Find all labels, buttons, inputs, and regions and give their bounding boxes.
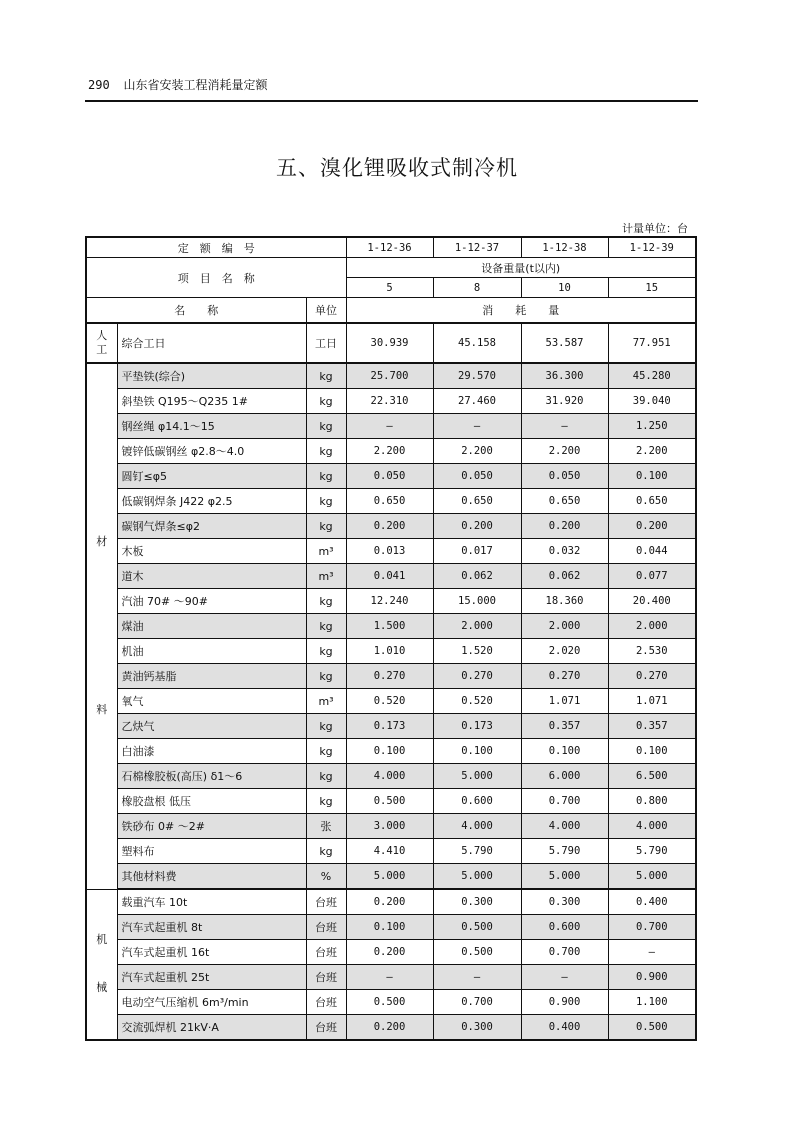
table-row xyxy=(86,864,696,890)
resource-name: 圆钉≤φ5 xyxy=(117,464,306,489)
consumption-value: 0.270 xyxy=(608,664,696,689)
consumption-value: 4.000 xyxy=(521,814,608,839)
section-title: 五、溴化锂吸收式制冷机 xyxy=(276,156,518,180)
resource-unit: kg xyxy=(306,363,346,389)
table-row xyxy=(86,639,696,664)
consumption-value: 0.041 xyxy=(346,564,433,589)
consumption-value: 2.000 xyxy=(433,614,521,639)
consumption-value: 36.300 xyxy=(521,363,608,389)
resource-unit: 台班 xyxy=(306,915,346,940)
consumption-value: 0.270 xyxy=(521,664,608,689)
param-cell: 5 xyxy=(346,278,433,298)
consumption-value: 1.250 xyxy=(608,414,696,439)
table-row xyxy=(86,664,696,689)
consumption-value: 2.000 xyxy=(608,614,696,639)
resource-unit: kg xyxy=(306,389,346,414)
consumption-value: 0.600 xyxy=(433,789,521,814)
consumption-value: 2.200 xyxy=(608,439,696,464)
consumption-value: 0.300 xyxy=(433,889,521,915)
consumption-value: 0.500 xyxy=(346,990,433,1015)
table-row xyxy=(86,363,696,389)
table-row xyxy=(86,614,696,639)
consumption-value: 2.530 xyxy=(608,639,696,664)
resource-unit: 张 xyxy=(306,814,346,839)
consumption-value: 0.650 xyxy=(433,489,521,514)
consumption-value: 0.200 xyxy=(433,514,521,539)
consumption-value: 1.071 xyxy=(521,689,608,714)
resource-name: 石棉橡胶板(高压) δ1～6 xyxy=(117,764,306,789)
resource-unit: kg xyxy=(306,589,346,614)
consumption-value: 0.600 xyxy=(521,915,608,940)
consumption-value: 0.044 xyxy=(608,539,696,564)
consumption-value: 0.062 xyxy=(433,564,521,589)
consumption-value: 0.050 xyxy=(433,464,521,489)
consumption-value: 31.920 xyxy=(521,389,608,414)
consumption-value: 0.700 xyxy=(521,940,608,965)
group-label: 机 械 xyxy=(86,889,117,1040)
consumption-value: 0.700 xyxy=(433,990,521,1015)
consumption-value: 0.650 xyxy=(346,489,433,514)
quota-table xyxy=(85,236,697,1041)
resource-unit: kg xyxy=(306,414,346,439)
consumption-value: 3.000 xyxy=(346,814,433,839)
consumption-value: 2.200 xyxy=(346,439,433,464)
resource-name: 电动空气压缩机 6m³/min xyxy=(117,990,306,1015)
consumption-value: 0.017 xyxy=(433,539,521,564)
param-cell: 10 xyxy=(521,278,608,298)
consumption-value: 0.200 xyxy=(608,514,696,539)
consumption-value: 5.000 xyxy=(433,764,521,789)
table-row xyxy=(86,439,696,464)
consumption-value: 0.900 xyxy=(521,990,608,1015)
table-row xyxy=(86,564,696,589)
consumption-value: 5.000 xyxy=(608,864,696,890)
consumption-value: 39.040 xyxy=(608,389,696,414)
consumption-value: 0.357 xyxy=(521,714,608,739)
resource-name: 镀锌低碳钢丝 φ2.8～4.0 xyxy=(117,439,306,464)
consumption-value: 0.200 xyxy=(346,889,433,915)
resource-name: 道木 xyxy=(117,564,306,589)
consumption-value: — xyxy=(346,414,433,439)
consumption-value: 0.050 xyxy=(521,464,608,489)
consumption-value: 0.650 xyxy=(521,489,608,514)
consumption-value: 18.360 xyxy=(521,589,608,614)
consumption-value: 0.100 xyxy=(346,739,433,764)
name-column-header: 名 称 xyxy=(86,298,306,324)
consumption-value: 0.270 xyxy=(346,664,433,689)
consumption-value: 0.077 xyxy=(608,564,696,589)
consumption-value: 22.310 xyxy=(346,389,433,414)
consumption-value: 5.000 xyxy=(433,864,521,890)
consumption-value: 0.173 xyxy=(346,714,433,739)
resource-unit: 台班 xyxy=(306,1015,346,1041)
code-cell: 1-12-38 xyxy=(521,237,608,258)
consumption-value: 1.100 xyxy=(608,990,696,1015)
consumption-value: 0.100 xyxy=(608,464,696,489)
header-rule xyxy=(85,100,698,102)
consumption-value: 4.000 xyxy=(608,814,696,839)
resource-unit: kg xyxy=(306,614,346,639)
group-label: 材 料 xyxy=(86,363,117,889)
consumption-value: — xyxy=(433,965,521,990)
consumption-value: — xyxy=(521,965,608,990)
resource-unit: 台班 xyxy=(306,889,346,915)
consumption-value: 5.790 xyxy=(608,839,696,864)
resource-unit: 台班 xyxy=(306,965,346,990)
table-row xyxy=(86,489,696,514)
consumption-value: 2.200 xyxy=(521,439,608,464)
table-row xyxy=(86,764,696,789)
resource-unit: kg xyxy=(306,489,346,514)
resource-unit: m³ xyxy=(306,539,346,564)
consumption-value: 0.100 xyxy=(608,739,696,764)
resource-name: 氧气 xyxy=(117,689,306,714)
consumption-value: 5.000 xyxy=(521,864,608,890)
consumption-value: 0.700 xyxy=(521,789,608,814)
consumption-value: — xyxy=(521,414,608,439)
table-row xyxy=(86,915,696,940)
consumption-value: 15.000 xyxy=(433,589,521,614)
consumption-value: 20.400 xyxy=(608,589,696,614)
resource-unit: kg xyxy=(306,789,346,814)
consumption-value: 0.100 xyxy=(433,739,521,764)
code-cell: 1-12-36 xyxy=(346,237,433,258)
consumption-value: 0.100 xyxy=(521,739,608,764)
resource-unit: m³ xyxy=(306,564,346,589)
consumption-value: 4.410 xyxy=(346,839,433,864)
consumption-value: 2.020 xyxy=(521,639,608,664)
consumption-value: 6.500 xyxy=(608,764,696,789)
consumption-value: 1.071 xyxy=(608,689,696,714)
consumption-value: 1.010 xyxy=(346,639,433,664)
consumption-value: 5.790 xyxy=(433,839,521,864)
table-row xyxy=(86,1015,696,1041)
resource-unit: % xyxy=(306,864,346,890)
consumption-value: 0.900 xyxy=(608,965,696,990)
resource-name: 汽油 70# ～90# xyxy=(117,589,306,614)
resource-name: 白油漆 xyxy=(117,739,306,764)
resource-unit: 台班 xyxy=(306,990,346,1015)
resource-name: 碳钢气焊条≤φ2 xyxy=(117,514,306,539)
code-cell: 1-12-37 xyxy=(433,237,521,258)
resource-name: 汽车式起重机 16t xyxy=(117,940,306,965)
consumption-value: 25.700 xyxy=(346,363,433,389)
table-row xyxy=(86,714,696,739)
consumption-value: 0.500 xyxy=(346,789,433,814)
consumption-value: 0.200 xyxy=(521,514,608,539)
consumption-value: 2.000 xyxy=(521,614,608,639)
code-cell: 1-12-39 xyxy=(608,237,696,258)
consumption-value: 0.270 xyxy=(433,664,521,689)
consumption-value: 0.650 xyxy=(608,489,696,514)
consumption-value: 0.032 xyxy=(521,539,608,564)
consumption-value: 27.460 xyxy=(433,389,521,414)
param-cell: 8 xyxy=(433,278,521,298)
consumption-value: 30.939 xyxy=(346,323,433,363)
table-row xyxy=(86,514,696,539)
resource-name: 载重汽车 10t xyxy=(117,889,306,915)
resource-unit: kg xyxy=(306,664,346,689)
consumption-value: 0.500 xyxy=(433,915,521,940)
resource-name: 汽车式起重机 25t xyxy=(117,965,306,990)
resource-name: 平垫铁(综合) xyxy=(117,363,306,389)
consumption-value: 0.500 xyxy=(608,1015,696,1041)
consumption-value: 4.000 xyxy=(433,814,521,839)
resource-name: 机油 xyxy=(117,639,306,664)
consumption-value: 0.062 xyxy=(521,564,608,589)
page-number: 290 xyxy=(88,78,110,92)
param-cell: 15 xyxy=(608,278,696,298)
consumption-value: 0.357 xyxy=(608,714,696,739)
resource-name: 交流弧焊机 21kV·A xyxy=(117,1015,306,1041)
table-row xyxy=(86,323,696,363)
resource-name: 斜垫铁 Q195～Q235 1# xyxy=(117,389,306,414)
consumption-value: 0.200 xyxy=(346,940,433,965)
consumption-value: 0.300 xyxy=(521,889,608,915)
consumption-value: 0.520 xyxy=(433,689,521,714)
consumption-value: 0.200 xyxy=(346,1015,433,1041)
group-label: 人 工 xyxy=(86,323,117,363)
table-row xyxy=(86,814,696,839)
resource-unit: 工日 xyxy=(306,323,346,363)
code-label: 定 额 编 号 xyxy=(86,237,346,258)
resource-unit: 台班 xyxy=(306,940,346,965)
consumption-value: 1.520 xyxy=(433,639,521,664)
resource-name: 铁砂布 0# ～2# xyxy=(117,814,306,839)
consumption-value: 0.050 xyxy=(346,464,433,489)
consumption-value: 0.520 xyxy=(346,689,433,714)
consumption-value: 5.000 xyxy=(346,864,433,890)
table-row xyxy=(86,414,696,439)
resource-unit: kg xyxy=(306,514,346,539)
consumption-value: 0.013 xyxy=(346,539,433,564)
resource-name: 塑料布 xyxy=(117,839,306,864)
table-row xyxy=(86,739,696,764)
table-row xyxy=(86,965,696,990)
resource-name: 低碳钢焊条 J422 φ2.5 xyxy=(117,489,306,514)
consumption-value: 77.951 xyxy=(608,323,696,363)
table-row xyxy=(86,689,696,714)
resource-name: 钢丝绳 φ14.1～15 xyxy=(117,414,306,439)
resource-unit: kg xyxy=(306,464,346,489)
consumption-value: 0.800 xyxy=(608,789,696,814)
consumption-value: 1.500 xyxy=(346,614,433,639)
resource-unit: m³ xyxy=(306,689,346,714)
consumption-column-header: 消 耗 量 xyxy=(346,298,696,324)
resource-name: 木板 xyxy=(117,539,306,564)
table-row xyxy=(86,940,696,965)
table-row xyxy=(86,539,696,564)
table-row xyxy=(86,389,696,414)
resource-name: 橡胶盘根 低压 xyxy=(117,789,306,814)
table-row xyxy=(86,889,696,915)
consumption-value: — xyxy=(433,414,521,439)
consumption-value: 5.790 xyxy=(521,839,608,864)
table-row xyxy=(86,990,696,1015)
consumption-value: — xyxy=(608,940,696,965)
consumption-value: 12.240 xyxy=(346,589,433,614)
resource-name: 黄油钙基脂 xyxy=(117,664,306,689)
resource-name: 乙炔气 xyxy=(117,714,306,739)
resource-name: 煤油 xyxy=(117,614,306,639)
consumption-value: 4.000 xyxy=(346,764,433,789)
resource-unit: kg xyxy=(306,839,346,864)
running-header xyxy=(88,76,268,93)
table-row xyxy=(86,589,696,614)
consumption-value: 0.400 xyxy=(521,1015,608,1041)
consumption-value: 0.500 xyxy=(433,940,521,965)
resource-unit: kg xyxy=(306,439,346,464)
resource-unit: kg xyxy=(306,639,346,664)
resource-name: 其他材料费 xyxy=(117,864,306,890)
consumption-value: 45.280 xyxy=(608,363,696,389)
consumption-value: — xyxy=(346,965,433,990)
unit-column-header: 单位 xyxy=(306,298,346,324)
consumption-value: 53.587 xyxy=(521,323,608,363)
table-row xyxy=(86,839,696,864)
resource-unit: kg xyxy=(306,714,346,739)
book-title: 山东省安装工程消耗量定额 xyxy=(123,78,268,92)
item-label: 项 目 名 称 xyxy=(86,258,346,298)
consumption-value: 0.300 xyxy=(433,1015,521,1041)
consumption-value: 0.700 xyxy=(608,915,696,940)
consumption-value: 29.570 xyxy=(433,363,521,389)
table-row xyxy=(86,464,696,489)
consumption-value: 6.000 xyxy=(521,764,608,789)
consumption-value: 0.100 xyxy=(346,915,433,940)
consumption-value: 0.400 xyxy=(608,889,696,915)
resource-name: 汽车式起重机 8t xyxy=(117,915,306,940)
measurement-unit-note: 计量单位：台 xyxy=(622,222,688,235)
consumption-value: 45.158 xyxy=(433,323,521,363)
table-row xyxy=(86,789,696,814)
resource-name: 综合工日 xyxy=(117,323,306,363)
consumption-value: 0.173 xyxy=(433,714,521,739)
resource-unit: kg xyxy=(306,764,346,789)
resource-unit: kg xyxy=(306,739,346,764)
consumption-value: 2.200 xyxy=(433,439,521,464)
consumption-value: 0.200 xyxy=(346,514,433,539)
param-label: 设备重量(t以内) xyxy=(346,258,696,278)
